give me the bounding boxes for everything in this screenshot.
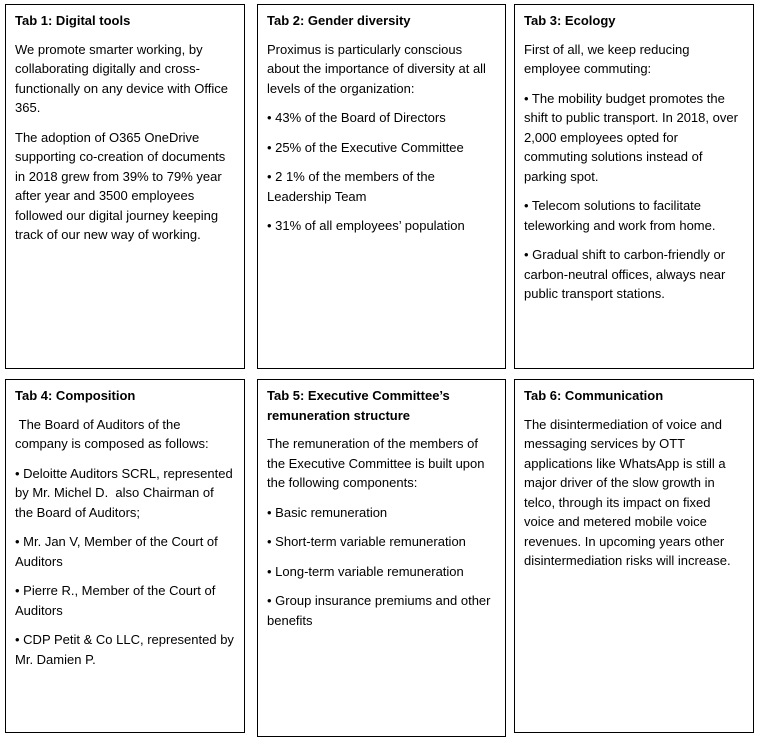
- tab-6-communication: [514, 379, 754, 733]
- tab-5-executive-committee-remuneration: [257, 379, 506, 737]
- tab-title: Tab 2: Gender diversity: [267, 13, 411, 28]
- bullet-item: • Telecom solutions to facilitate teleworking and work from home.: [524, 198, 716, 233]
- bullet-item: • Short-term variable remuneration: [267, 534, 466, 549]
- bullet-item: • Long-term variable remuneration: [267, 563, 464, 579]
- paragraph: Proximus is particularly conscious about the importance of diversity at all levels of the organization:: [267, 41, 486, 96]
- tab-title: Tab 5: Executive Committee’s remuneration structure: [267, 388, 450, 423]
- tab-title: Tab 4: Composition: [15, 388, 136, 403]
- tab-2-gender-diversity: [257, 4, 506, 369]
- tab-title: Tab 1: Digital tools: [15, 13, 131, 28]
- tab-3-ecology: [514, 4, 754, 369]
- tab-title: Tab 3: Ecology: [524, 13, 616, 28]
- paragraph: The remuneration of the members of the Executive Committee is built upon the following components:: [267, 436, 485, 490]
- bullet-item: • The mobility budget promotes the shift to public transport. In 2018, over 2,000 employees opted for commuting solutions instead of parking spot.: [524, 90, 738, 184]
- paragraph: The disintermediation of voice and messaging services by OTT applications like WhatsApp is still a major driver of the slow growth in telco, through its impact on fixed voice and metered mobile voice revenues. In upcoming years other disintermediation risks will increase.: [524, 416, 731, 568]
- bullet-item: • Mr. Jan V, Member of the Court of Auditors: [15, 534, 218, 569]
- bullet-item: • Basic remuneration: [267, 504, 388, 520]
- paragraph: The Board of Auditors of the company is composed as follows:: [15, 416, 209, 451]
- tab-4-composition: [5, 379, 245, 733]
- paragraph: First of all, we keep reducing employee commuting:: [524, 41, 690, 76]
- bullet-item: • 43% of the Board of Directors: [267, 110, 446, 125]
- bullet-item: • 2 1% of the members of the Leadership Team: [267, 169, 435, 204]
- tab-title: Tab 6: Communication: [524, 388, 664, 403]
- bullet-item: • CDP Petit & Co LLC, represented by Mr. Damien P.: [15, 632, 234, 667]
- paragraph: The adoption of O365 OneDrive supporting co-creation of documents in 2018 grew from 39% to 79% year after year and 3500 employees followed our digital journey keeping track of our new way of working.: [15, 129, 226, 242]
- paragraph: We promote smarter working, by collaborating digitally and cross-functionally on any device with Office 365.: [15, 41, 228, 115]
- bullet-item: • Pierre R., Member of the Court of Auditors: [15, 583, 216, 618]
- tab-1-digital-tools: [5, 4, 245, 369]
- bullet-item: • 31% of all employees’ population: [267, 218, 465, 233]
- bullet-item: • 25% of the Executive Committee: [267, 139, 464, 155]
- bullet-item: • Gradual shift to carbon-friendly or carbon-neutral offices, always near public transport stations.: [524, 247, 726, 301]
- bullet-item: • Group insurance premiums and other benefits: [267, 593, 491, 628]
- bullet-item: • Deloitte Auditors SCRL, represented by Mr. Michel D. also Chairman of the Board of Auditors;: [15, 465, 237, 520]
